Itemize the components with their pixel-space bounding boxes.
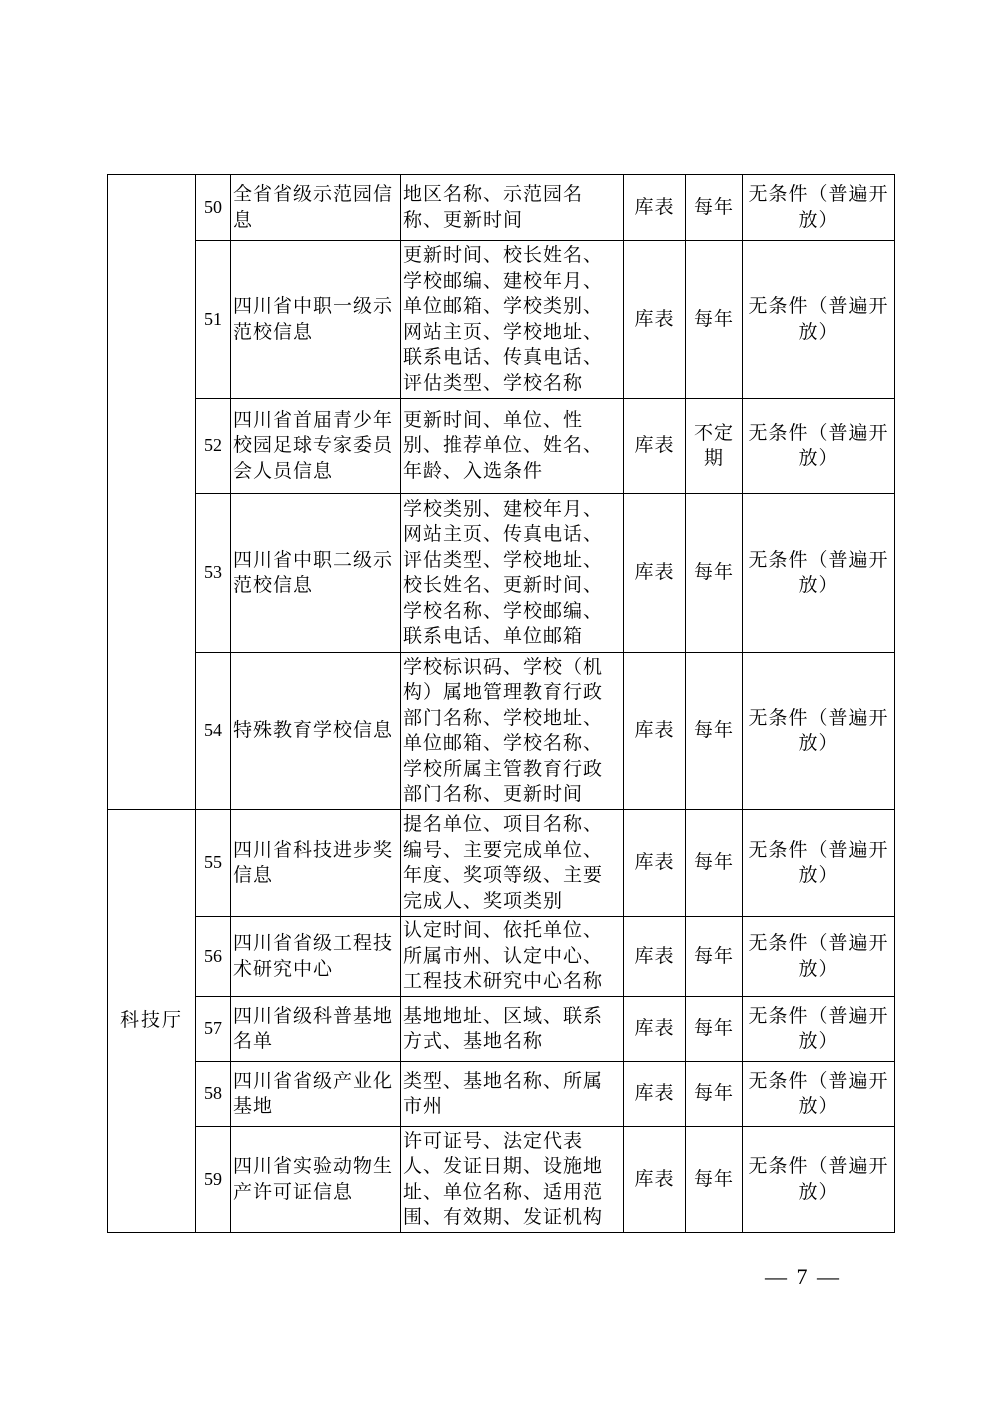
row-number: 54	[196, 653, 231, 810]
open-condition: 无条件（普遍开放）	[743, 399, 895, 494]
row-number: 56	[196, 917, 231, 997]
resource-fields: 认定时间、依托单位、所属市州、认定中心、工程技术研究中心名称	[401, 917, 624, 997]
resource-fields: 类型、基地名称、所属市州	[401, 1062, 624, 1127]
resource-name: 四川省实验动物生产许可证信息	[231, 1127, 401, 1233]
open-condition: 无条件（普遍开放）	[743, 997, 895, 1062]
resource-type: 库表	[624, 241, 686, 399]
open-condition: 无条件（普遍开放）	[743, 241, 895, 399]
row-number: 50	[196, 175, 231, 241]
resource-name: 四川省科技进步奖信息	[231, 810, 401, 917]
table-row	[108, 653, 895, 810]
resource-name: 四川省级科普基地名单	[231, 997, 401, 1062]
table-row	[108, 1127, 895, 1233]
update-frequency: 每年	[686, 1127, 743, 1233]
open-condition: 无条件（普遍开放）	[743, 917, 895, 997]
update-frequency: 每年	[686, 997, 743, 1062]
update-frequency: 每年	[686, 917, 743, 997]
resource-fields: 提名单位、项目名称、编号、主要完成单位、年度、奖项等级、主要完成人、奖项类别	[401, 810, 624, 917]
update-frequency: 每年	[686, 653, 743, 810]
table-row	[108, 810, 895, 917]
resource-name: 四川省省级工程技术研究中心	[231, 917, 401, 997]
resource-type: 库表	[624, 1062, 686, 1127]
resource-type: 库表	[624, 917, 686, 997]
update-frequency: 每年	[686, 175, 743, 241]
resource-name: 全省省级示范园信息	[231, 175, 401, 241]
resource-name: 四川省中职一级示范校信息	[231, 241, 401, 399]
resource-fields: 学校标识码、学校（机构）属地管理教育行政部门名称、学校地址、单位邮箱、学校名称、学校所属主管教育行政部门名称、更新时间	[401, 653, 624, 810]
open-condition: 无条件（普遍开放）	[743, 653, 895, 810]
row-number: 51	[196, 241, 231, 399]
row-number: 59	[196, 1127, 231, 1233]
table-row	[108, 997, 895, 1062]
catalog-table-wrap	[107, 174, 894, 1233]
table-row	[108, 917, 895, 997]
update-frequency: 每年	[686, 810, 743, 917]
open-condition: 无条件（普遍开放）	[743, 1127, 895, 1233]
resource-type: 库表	[624, 810, 686, 917]
table-row	[108, 241, 895, 399]
row-number: 57	[196, 997, 231, 1062]
row-number: 52	[196, 399, 231, 494]
resource-type: 库表	[624, 175, 686, 241]
row-number: 53	[196, 494, 231, 653]
open-condition: 无条件（普遍开放）	[743, 810, 895, 917]
resource-fields: 地区名称、示范园名称、更新时间	[401, 175, 624, 241]
resource-type: 库表	[624, 653, 686, 810]
table-row	[108, 399, 895, 494]
resource-type: 库表	[624, 494, 686, 653]
resource-fields: 许可证号、法定代表人、发证日期、设施地址、单位名称、适用范围、有效期、发证机构	[401, 1127, 624, 1233]
open-condition: 无条件（普遍开放）	[743, 175, 895, 241]
resource-name: 四川省中职二级示范校信息	[231, 494, 401, 653]
data-catalog-table	[107, 174, 895, 1233]
department-cell: 科技厅	[108, 810, 196, 1233]
update-frequency: 每年	[686, 241, 743, 399]
update-frequency: 每年	[686, 494, 743, 653]
row-number: 55	[196, 810, 231, 917]
open-condition: 无条件（普遍开放）	[743, 494, 895, 653]
table-row	[108, 494, 895, 653]
resource-name: 四川省首届青少年校园足球专家委员会人员信息	[231, 399, 401, 494]
table-row	[108, 1062, 895, 1127]
table-row	[108, 175, 895, 241]
update-frequency: 每年	[686, 1062, 743, 1127]
page-number: — 7 —	[765, 1264, 841, 1289]
resource-fields: 更新时间、单位、性别、推荐单位、姓名、年龄、入选条件	[401, 399, 624, 494]
resource-name: 四川省省级产业化基地	[231, 1062, 401, 1127]
resource-fields: 更新时间、校长姓名、学校邮编、建校年月、单位邮箱、学校类别、网站主页、学校地址、联系电话、传真电话、评估类型、学校名称	[401, 241, 624, 399]
open-condition: 无条件（普遍开放）	[743, 1062, 895, 1127]
department-cell	[108, 175, 196, 810]
row-number: 58	[196, 1062, 231, 1127]
resource-name: 特殊教育学校信息	[231, 653, 401, 810]
resource-fields: 基地地址、区域、联系方式、基地名称	[401, 997, 624, 1062]
update-frequency: 不定期	[686, 399, 743, 494]
resource-type: 库表	[624, 997, 686, 1062]
resource-type: 库表	[624, 399, 686, 494]
resource-type: 库表	[624, 1127, 686, 1233]
resource-fields: 学校类别、建校年月、网站主页、传真电话、评估类型、学校地址、校长姓名、更新时间、学校名称、学校邮编、联系电话、单位邮箱	[401, 494, 624, 653]
